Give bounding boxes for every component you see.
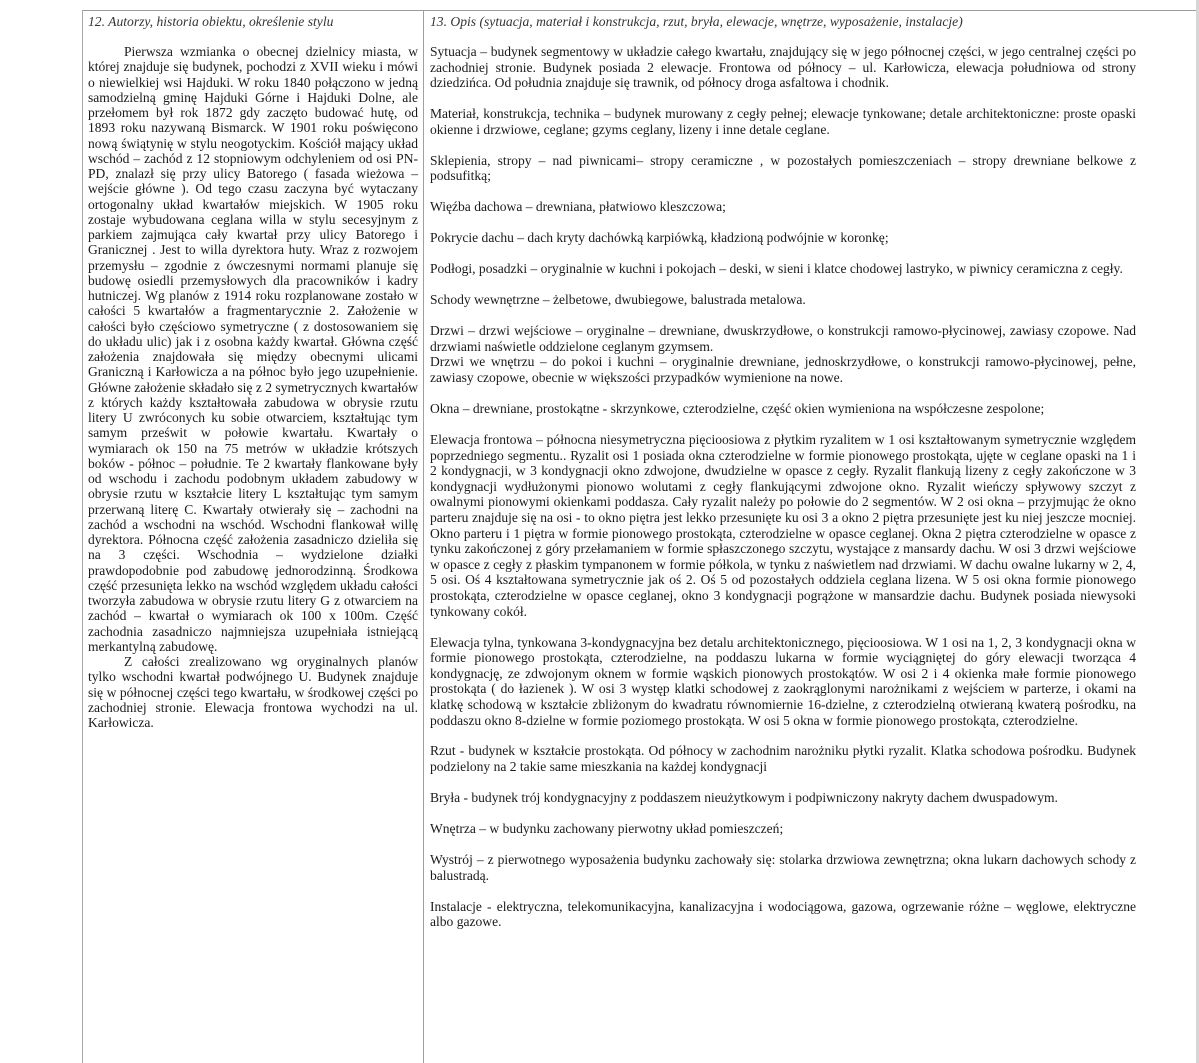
description-floor-plan: Rzut - budynek w kształcie prostokąta. Od północy w zachodnim narożniku płytki ryzalit. Klatka schodowa pośrodku. Budynek podzielony na 2 takie same mieszkania na każdej kondygnacji	[430, 743, 1136, 775]
description-stairs: Schody wewnętrzne – żelbetowe, dwubiegowe, balustrada metalowa.	[430, 292, 806, 308]
description-materials: Materiał, konstrukcja, technika – budynek murowany z cegły pełnej; elewacje tynkowane; detale architektoniczne: proste opaski okienne i drzwiowe, ceglane; gzyms ceglany, lizeny i inne detale ceglane.	[430, 106, 1136, 137]
description-entrance-doors: Drzwi – drzwi wejściowe – oryginalne – drewniane, dwuskrzydłowe, o konstrukcji ramowo-płycinowej, zawiasy czopowe. Nad drzwiami naświetle oddzielone ceglanym gzymsem.	[430, 323, 1136, 354]
description-windows: Okna – drewniane, prostokątne - skrzynkowe, czterodzielne, część okien wymieniona na współczesne zespolone;	[430, 401, 1045, 417]
description-interior-doors: Drzwi we wnętrzu – do pokoi i kuchni – oryginalnie drewniane, jednoskrzydłowe, o konstrukcji ramowo-płycinowej, pełne, zawiasy czopowe, obecnie w większości przypadków wymienione na nowe.	[430, 354, 1136, 386]
description-roof-truss: Więźba dachowa – drewniana, płatwiowo kleszczowa;	[430, 199, 726, 215]
description-floors: Podłogi, posadzki – oryginalnie w kuchni i pokojach – deski, w sieni i klatce chodowej lastryko, w piwnicy ceramiczna z cegły.	[430, 261, 1123, 277]
description-roofing: Pokrycie dachu – dach kryty dachówką karpiówką, kładzioną podwójnie w koronkę;	[430, 230, 889, 246]
description-furnishing: Wystrój – z pierwotnego wyposażenia budynku zachowały się: stolarka drzwiowa zewnętrzna; okna lukarn dachowych schody z balustradą.	[430, 852, 1136, 883]
description-rear-elevation: Elewacja tylna, tynkowana 3-kondygnacyjna bez detalu architektonicznego, pięcioosiowa. W 1 osi na 1, 2, 3 kondygnacji okna w formie pionowego prostokąta, czterodzielne, na poddaszu lukarna w formie wyciągniętej do góry elewacji tworząca 4 kondygnację, ze zdwojonym oknem w formie wąskich pionowych prostokątów. W osi 2 i 4 okienka małe formie pionowego prostokąta ( do łazienek ). W osi 3 występ klatki schodowej z zaokrąglonymi narożnikami z wejściem w parterze, i okami na klatkę schodową w kształcie zbliżonym do kwadratu równomiernie 16-dzielne, z czterodzielną otwieraną kwaterą pośrodku, na poddaszu okno 8-dzielne w formie poziomego prostokąta. W osi 5 okna w formie pionowego prostokąta, czterodzielne.	[430, 634, 1136, 728]
table-left-border	[82, 10, 83, 1063]
description-massing: Bryła - budynek trój kondygnacyjny z poddaszem nieużytkowym i podpiwniczony nakryty dachem dwuspadowym.	[430, 790, 1058, 806]
column-divider	[423, 10, 424, 1063]
description-section-header: 13. Opis (sytuacja, materiał i konstrukcja, rzut, bryła, elewacje, wnętrze, wyposażenie, instalacje)	[430, 14, 963, 29]
history-section-header: 12. Autorzy, historia obiektu, określenie stylu	[88, 14, 334, 29]
description-section	[430, 13, 1136, 930]
description-situation: Sytuacja – budynek segmentowy w układzie całego kwartału, znajdujący się w jego północnej części, w jego centralnej części po zachodniej stronie. Budynek posiada 2 elewacje. Frontowa od północy – ul. Karłowicza, elewacja południowa od strony dziedzińca. Od południa znajduje się trawnik, od północy droga asfaltowa i chodnik.	[430, 44, 1136, 91]
description-front-elevation: Elewacja frontowa – północna niesymetryczna pięcioosiowa z płytkim ryzalitem w 1 osi kształtowanym symetrycznie względem poprzedniego segmentu.. Ryzalit osi 1 posiada okna czterodzielne w formie pionowego prostokąta, ujęte w ceglane opaski na 1 i 2 kondygnacji, w 3 kondygnacji okno zdwojone, dwudzielne w opascе z cegły. Ryzalit flankują lizeny z cegły zakończone w 3 kondygnacji wydłużonymi pionowo wolutami z cegły flankującymi zdwojone okno. Ryzalit wieńczy spływowy szczyt z owalnymi pionowymi okienkami poddasza. Cały ryzalit należy po połowie do 2 segmentów. W 2 osi okna – przyjmując że okno parteru znajduje się na osi - to okno piętra jest lekko przesunięte ku osi 3 a okno 2 piętra przesunięte jest ku niej jeszcze mocniej. Okno parteru i 1 piętra w formie pionowego prostokąta, czterodzielne w opascе ceglanej. Okna 2 piętra czterodzielne w opascе z tynku zakończonej z góry przełamaniem w formie spłaszczonego szczytu, wystające z mansardy dachu. W osi 3 drzwi wejściowe w opascе z cegły z płaskim tympanonem w formie półkola, w tynku z naświetlem nad drzwiami. W dachu owalne lukarny w 2, 4, 5 osi. Oś 4 kształtowana symetrycznie jak oś 2. Oś 5 od pozostałych oddziela ceglana lizena. W 5 osi okna formie pionowego prostokąta, czterodzielne w opascе ceglanej, okno 3 kondygnacji pogrążone w mansardzie dachu. Budynek posiada niewysoki tynkowany cokół.	[430, 432, 1136, 619]
table-top-border	[82, 10, 1199, 11]
description-vaults-ceilings: Sklepienia, stropy – nad piwnicami– stropy ceramiczne , w pozostałych pomieszczeniach – stropy drewniane belkowe z podsufitką;	[430, 152, 1136, 184]
description-installations: Instalacje - elektryczna, telekomunikacyjna, kanalizacyjna i wodociągowa, gazowa, ogrzewanie różne – węglowe, elektryczne albo gazowe.	[430, 898, 1136, 930]
description-interiors: Wnętrza – w budynku zachowany pierwotny układ pomieszczeń;	[430, 821, 784, 837]
history-paragraph: Z całości zrealizowano wg oryginalnych planów tylko wschodni kwartał podwójnego U. Budynek znajduje się w północnej części tego kwartału, w środkowej części po zachodniej stronie. Elewacja frontowa wychodzi na ul. Karłowicza.	[88, 654, 418, 730]
history-section	[88, 13, 418, 730]
history-paragraph: Pierwsza wzmianka o obecnej dzielnicy miasta, w której znajduje się budynek, pochodzi z XVII wieku i mówi o niewielkiej wsi Hajduki. W roku 1840 połączono w jedną samodzielną gminę Hajduki Górne i Hajduki Dolne, ale przełomem był rok 1872 gdy zaczęto budować hutę, od 1893 roku nazywaną Bismarck. W 1901 roku poświęcono nową świątynię w stylu neogotyckim. Kościół mający układ wschód – zachód z 12 stopniowym odchyleniem od osi PN-PD, znalazł się przy ulicy Batorego ( fasada wieżowa – wejście główne ). Od tego czasu zaczyna być wytaczany ortogonalny układ kwartałów miejskich. W 1905 roku zostaje wybudowana ceglana willa w stylu secesyjnym z parkiem zajmująca cały kwartał przy ulicy Batorego i Granicznej . Jest to willa dyrektora huty. Wraz z rozwojem przemysłu – zgodnie z ówczesnymi normami planuje się budowę osiedli przemysłowych dla pracowników i kadry hutniczej. Wg planów z 1914 roku rozplanowane zostało w całości 5 kwartałów a fragmentarycznie 2. Założenie w całości było częściowo symetryczne ( z dostosowaniem się do układu ulic) jak i z osobna każdy kwartał. Główna część założenia znajdowała się między obecnymi ulicami Graniczną i Karłowicza a na północ było jego uzupełnienie. Główne założenie składało się z 2 symetrycznych kwartałów z których każdy kształtowała zabudowa w obrysie rzutu litery U zwróconych ku sobie otwarciem, kształtując tym samym prześwit w połowie kwartału. Kwartały o wymiarach ok 150 na 75 metrów w układzie krótszych boków - północ – południe. Te 2 kwartały flankowane były od wschodu i zachodu podobnym układem zabudowy w obrysie rzutu w kształcie litery L kształtując tym samym przerwaną literę C. Kwartały otwierały się – zachodni na zachód a wschodni na wschód. Wschodni flankował willę dyrektora. Północna część założenia zasadniczo dzieliła się na 3 części. Wschodnia – wydzielone działki prawdopodobnie pod zabudowę jednorodzinną. Środkowa część przesunięta lekko na wschód względem układu całości tworzyła zabudowa w obrysie rzutu litery G z otwarciem na zachód – kwartał o wymiarach ok 100 x 100m. Część zachodnia zasadniczo najmniejsza uzupełniała istniejącą merkantylną zabudowę.	[88, 44, 418, 654]
